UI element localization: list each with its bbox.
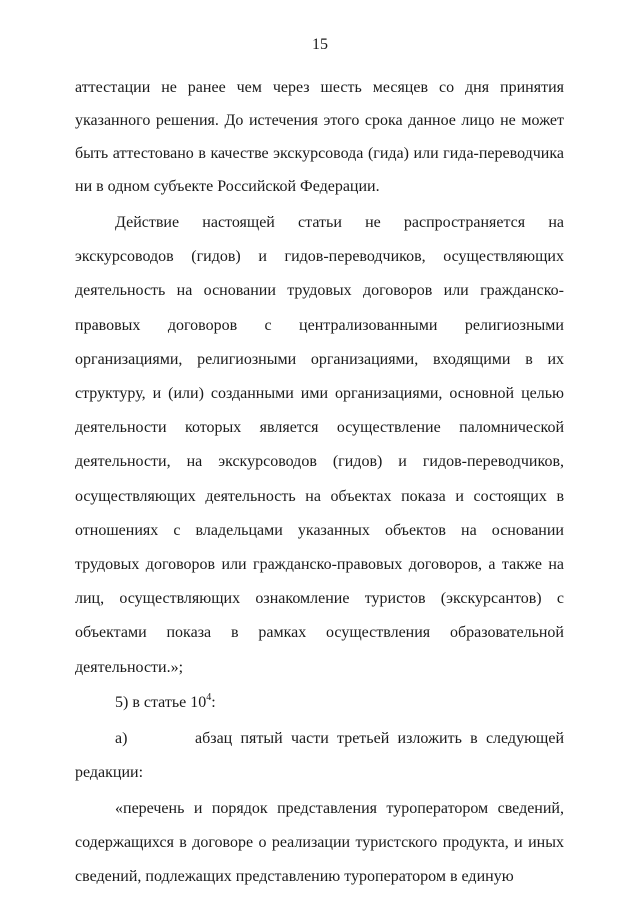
item-5-text: 5) в статье 10 [115,693,207,711]
paragraph-new-wording: «перечень и порядок представления туроператором сведений, содержащихся в договоре о реализации туристского продукта, и иных сведений, подлежащих представлению туроператором в единую [75,799,564,886]
paragraph-item-5 [75,686,564,720]
item-5-colon: : [211,693,216,711]
paragraph-subitem-a [75,722,564,790]
article-superscript: 4 [206,691,212,703]
page-number: 15 [312,36,328,53]
subitem-a-letter: а) [115,729,128,747]
subitem-a-text: абзац пятый части третьей изложить в следующей редакции: [75,729,564,781]
document-body [75,71,564,894]
paragraph-article-exceptions: Действие настоящей статьи не распространяется на экскурсоводов (гидов) и гидов-переводчиков, осуществляющих деятельность на основании трудовых договоров или гражданско-правовых договоров с централизованными религиозными организациями, религиозными организациями, входящими в их структуру, и (или) созданными ими организациями, основной целью деятельности которых является осуществление паломнической деятельности, на экскурсоводов (гидов) и гидов-переводчиков, осуществляющих деятельность на объектах показа и состоящих в отношениях с владельцами указанных объектов на основании трудовых договоров или гражданско-правовых договоров, а также на лиц, осуществляющих ознакомление туристов (экскурсантов) с объектами показа в рамках осуществления образовательной деятельности.»; [75,214,564,676]
paragraph-attestation-continuation: аттестации не ранее чем через шесть месяцев со дня принятия указанного решения. До истечения этого срока данное лицо не может быть аттестовано в качестве экскурсовода (гида) или гида-переводчика ни в одном субъекте Российской Федерации. [75,79,564,195]
